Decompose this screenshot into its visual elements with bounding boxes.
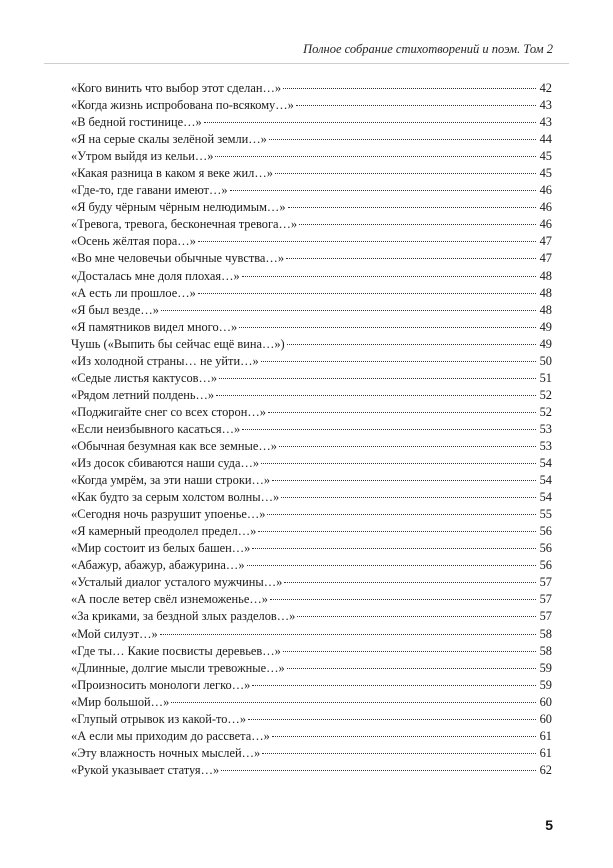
toc-entry-page: 48 <box>539 268 552 283</box>
dot-leader <box>297 616 536 617</box>
dot-leader <box>252 685 536 686</box>
toc-entry-title: «Когда жизнь испробована по-всякому…» <box>71 98 294 113</box>
toc-entry-page: 47 <box>539 251 552 266</box>
toc-entry-page: 60 <box>539 711 552 726</box>
toc-entry-page: 54 <box>539 490 552 505</box>
dot-leader <box>279 446 536 447</box>
toc-entry-page: 44 <box>539 132 552 147</box>
toc-entry <box>71 677 552 694</box>
toc-entry-title: «Утром выйдя из кельи…» <box>71 149 214 164</box>
toc-entry-page: 51 <box>539 370 552 385</box>
toc-entry-title: «Из холодной страны… не уйти…» <box>71 353 259 368</box>
toc-entry <box>71 421 552 438</box>
toc-entry-title: «Длинные, долгие мысли тревожные…» <box>71 660 285 675</box>
dot-leader <box>242 276 536 277</box>
toc-entry <box>71 711 552 728</box>
dot-leader <box>221 770 536 771</box>
dot-leader <box>286 258 536 259</box>
toc-entry-title: «Мой силуэт…» <box>71 626 158 641</box>
dot-leader <box>269 139 536 140</box>
toc-entry-title: «Какая разница в каком я веке жил…» <box>71 166 273 181</box>
dot-leader <box>215 156 536 157</box>
dot-leader <box>267 514 536 515</box>
toc-entry-page: 47 <box>539 234 552 249</box>
toc-entry-page: 43 <box>539 98 552 113</box>
toc-entry-title: «Где-то, где гавани имеют…» <box>71 183 228 198</box>
toc-entry-page: 56 <box>539 558 552 573</box>
toc-entry-title: «Произносить монологи легко…» <box>71 677 251 692</box>
dot-leader <box>262 753 536 754</box>
toc-entry <box>71 182 552 199</box>
toc-entry-page: 50 <box>539 353 552 368</box>
toc-entry <box>71 608 552 625</box>
dot-leader <box>219 378 536 379</box>
dot-leader <box>272 736 536 737</box>
toc-entry-title: «Обычная безумная как все земные…» <box>71 438 277 453</box>
toc-entry <box>71 728 552 745</box>
toc-entry <box>71 199 552 216</box>
toc-entry-page: 53 <box>539 421 552 436</box>
running-header: Полное собрание стихотворений и поэм. Том 2 <box>303 42 553 56</box>
dot-leader <box>275 173 536 174</box>
toc-entry <box>71 250 552 267</box>
toc-entry-title: «А если мы приходим до рассвета…» <box>71 728 270 743</box>
toc-entry <box>71 97 552 114</box>
toc-entry-page: 46 <box>539 183 552 198</box>
toc-entry-title: «Осень жёлтая пора…» <box>71 234 196 249</box>
dot-leader <box>296 105 536 106</box>
toc-entry <box>71 114 552 131</box>
toc-entry-title: «Усталый диалог усталого мужчины…» <box>71 575 283 590</box>
dot-leader <box>171 702 536 703</box>
toc-entry-title: «Досталась мне доля плохая…» <box>71 268 240 283</box>
toc-entry-title: «Я буду чёрным чёрным нелюдимым…» <box>71 200 286 215</box>
dot-leader <box>160 634 536 635</box>
dot-leader <box>239 327 536 328</box>
toc-entry-page: 57 <box>539 592 552 607</box>
toc-entry-title: «За криками, за бездной злых разделов…» <box>71 609 296 624</box>
dot-leader <box>281 497 536 498</box>
toc-entry-page: 59 <box>539 677 552 692</box>
toc-entry-page: 52 <box>539 404 552 419</box>
toc-entry <box>71 80 552 97</box>
dot-leader <box>204 122 536 123</box>
table-of-contents <box>71 80 552 779</box>
dot-leader <box>272 480 536 481</box>
dot-leader <box>216 395 536 396</box>
dot-leader <box>283 651 536 652</box>
toc-entry-page: 62 <box>539 762 552 777</box>
dot-leader <box>261 361 536 362</box>
toc-entry <box>71 626 552 643</box>
toc-entry-page: 57 <box>539 575 552 590</box>
toc-entry-title: «Я на серые скалы зелёной земли…» <box>71 132 267 147</box>
toc-entry-title: «Абажур, абажур, абажурина…» <box>71 558 245 573</box>
toc-entry-title: «А есть ли прошлое…» <box>71 285 196 300</box>
toc-entry-page: 48 <box>539 302 552 317</box>
toc-entry <box>71 660 552 677</box>
toc-entry <box>71 387 552 404</box>
toc-entry-page: 56 <box>539 541 552 556</box>
toc-entry <box>71 694 552 711</box>
toc-entry-title: «Рукой указывает статуя…» <box>71 762 220 777</box>
toc-entry-page: 52 <box>539 387 552 402</box>
toc-entry <box>71 574 552 591</box>
toc-entry-title: «Я камерный преодолел предел…» <box>71 524 257 539</box>
toc-entry-title: «Если неизбывного касаться…» <box>71 421 241 436</box>
toc-entry <box>71 557 552 574</box>
toc-entry-title: «Рядом летний полдень…» <box>71 387 215 402</box>
page-number: 5 <box>545 817 553 833</box>
toc-entry <box>71 404 552 421</box>
toc-entry-title: «Во мне человечьи обычные чувства…» <box>71 251 285 266</box>
toc-entry-page: 55 <box>539 507 552 522</box>
toc-entry-page: 46 <box>539 217 552 232</box>
dot-leader <box>287 344 536 345</box>
toc-entry-page: 48 <box>539 285 552 300</box>
toc-entry-title: «Мир большой…» <box>71 694 170 709</box>
toc-entry-title: «Эту влажность ночных мыслей…» <box>71 745 261 760</box>
toc-entry <box>71 285 552 302</box>
toc-entry <box>71 148 552 165</box>
toc-entry-title: «Тревога, тревога, бесконечная тревога…» <box>71 217 298 232</box>
toc-entry <box>71 336 552 353</box>
dot-leader <box>248 719 536 720</box>
toc-entry-page: 45 <box>539 149 552 164</box>
dot-leader <box>247 565 536 566</box>
dot-leader <box>288 207 536 208</box>
toc-entry-page: 42 <box>539 81 552 95</box>
toc-entry <box>71 506 552 523</box>
toc-entry-page: 60 <box>539 694 552 709</box>
toc-entry-page: 49 <box>539 319 552 334</box>
toc-entry-page: 53 <box>539 438 552 453</box>
dot-leader <box>252 548 536 549</box>
toc-entry-title: «Когда умрём, за эти наши строки…» <box>71 473 271 488</box>
toc-entry-page: 58 <box>539 643 552 658</box>
toc-entry-title: «Из досок сбиваются наши суда…» <box>71 456 260 471</box>
toc-entry <box>71 438 552 455</box>
toc-entry <box>71 319 552 336</box>
toc-entry <box>71 131 552 148</box>
dot-leader <box>258 531 536 532</box>
toc-entry-page: 56 <box>539 524 552 539</box>
dot-leader <box>283 88 536 89</box>
toc-entry-title: «Сегодня ночь разрушит упоенье…» <box>71 507 266 522</box>
toc-entry <box>71 472 552 489</box>
toc-entry-page: 58 <box>539 626 552 641</box>
toc-entry-page: 57 <box>539 609 552 624</box>
toc-entry-title: «Я был везде…» <box>71 302 159 317</box>
toc-entry <box>71 523 552 540</box>
toc-entry-title: «Где ты… Какие посвисты деревьев…» <box>71 643 281 658</box>
toc-entry-page: 61 <box>539 728 552 743</box>
toc-entry <box>71 302 552 319</box>
toc-entry <box>71 233 552 250</box>
toc-entry <box>71 268 552 285</box>
dot-leader <box>198 293 536 294</box>
dot-leader <box>270 599 536 600</box>
toc-entry-page: 54 <box>539 456 552 471</box>
toc-entry <box>71 745 552 762</box>
toc-entry-title: «Мир состоит из белых башен…» <box>71 541 251 556</box>
toc-entry <box>71 489 552 506</box>
toc-entry-page: 61 <box>539 745 552 760</box>
toc-entry-page: 54 <box>539 473 552 488</box>
toc-entry-page: 46 <box>539 200 552 215</box>
toc-entry <box>71 540 552 557</box>
toc-entry <box>71 216 552 233</box>
toc-entry-title: «Я памятников видел много…» <box>71 319 238 334</box>
dot-leader <box>284 582 536 583</box>
dot-leader <box>261 463 536 464</box>
dot-leader <box>230 190 536 191</box>
toc-entry-page: 49 <box>539 336 552 351</box>
toc-entry-title: «Как будто за серым холстом волны…» <box>71 490 280 505</box>
toc-entry-title: Чушь («Выпить бы сейчас ещё вина…») <box>71 336 285 351</box>
toc-entry <box>71 762 552 779</box>
toc-entry-page: 59 <box>539 660 552 675</box>
toc-entry-page: 43 <box>539 115 552 130</box>
dot-leader <box>299 224 536 225</box>
toc-entry-title: «Глупый отрывок из какой-то…» <box>71 711 247 726</box>
toc-entry-page: 45 <box>539 166 552 181</box>
toc-entry <box>71 591 552 608</box>
toc-entry-title: «Поджигайте снег со всех сторон…» <box>71 404 266 419</box>
toc-entry <box>71 370 552 387</box>
toc-entry-title: «Седые листья кактусов…» <box>71 370 218 385</box>
toc-entry <box>71 165 552 182</box>
toc-entry <box>71 353 552 370</box>
dot-leader <box>161 310 536 311</box>
header-rule <box>44 63 569 64</box>
toc-entry <box>71 643 552 660</box>
dot-leader <box>287 668 536 669</box>
dot-leader <box>198 241 536 242</box>
toc-entry-title: «Кого винить что выбор этот сделан…» <box>71 81 282 95</box>
dot-leader <box>268 412 536 413</box>
toc-entry-title: «В бедной гостинице…» <box>71 115 202 130</box>
toc-entry <box>71 455 552 472</box>
dot-leader <box>242 429 536 430</box>
toc-entry-title: «А после ветер свёл изнеможенье…» <box>71 592 268 607</box>
